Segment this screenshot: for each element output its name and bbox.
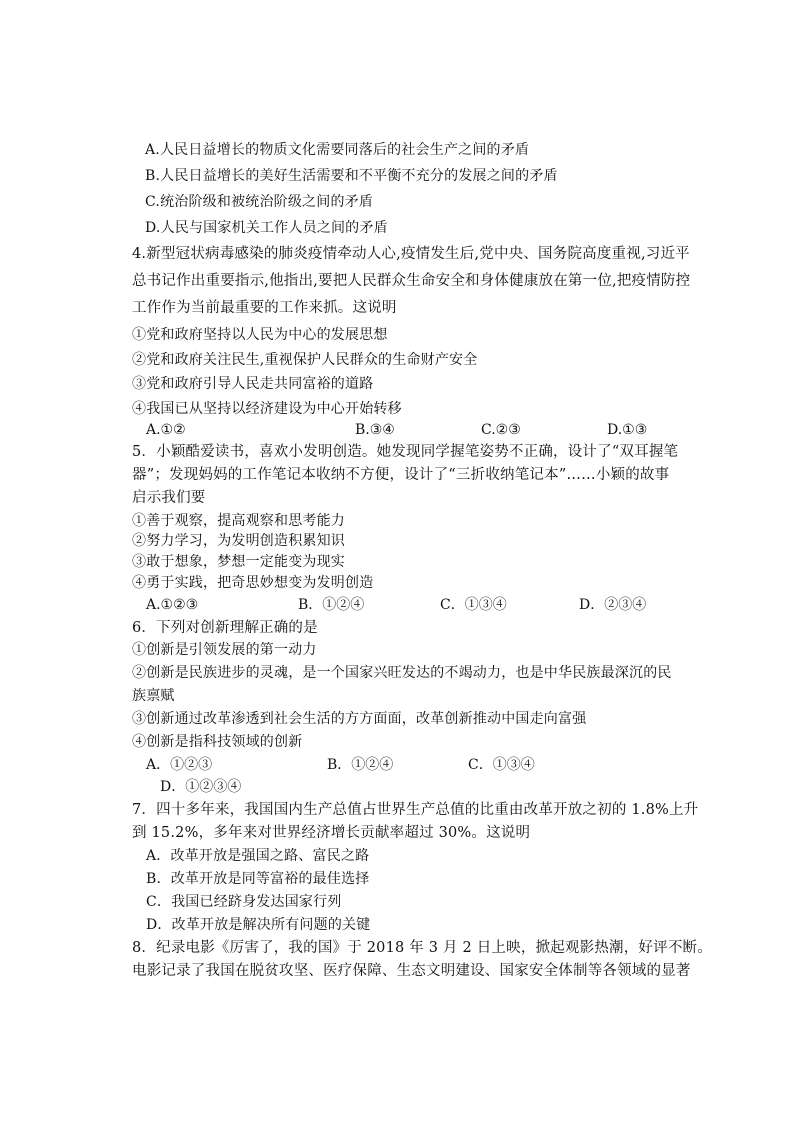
q5-stem-line-2: 器”；发现妈妈的工作笔记本收纳不方便，设计了“三折收纳笔记本”……小颖的故事 <box>132 467 670 483</box>
q4-stem-line-2: 总书记作出重要指示,他指出,要把人民群众生命安全和身体健康放在第一位,把疫情防控 <box>132 273 691 289</box>
q8-stem-line-1: 8．纪录电影《厉害了，我的国》于 2018 年 3 月 2 日上映，掀起观影热潮，好评不断。 <box>132 940 712 956</box>
q4-choice-b: B.③④ <box>355 422 395 438</box>
q6-choice-c: C．①③④ <box>468 757 535 773</box>
q4-item-3: ③党和政府引导人民走共同富裕的道路 <box>132 376 374 392</box>
q8-stem-line-2: 电影记录了我国在脱贫攻坚、医疗保障、生态文明建设、国家安全体制等各领域的显著 <box>132 963 691 979</box>
q7-choice-c: C．我国已经跻身发达国家行列 <box>146 894 342 910</box>
q4-item-1: ①党和政府坚持以人民为中心的发展思想 <box>132 327 388 343</box>
q5-stem-line-1: 5．小颖酷爱读书，喜欢小发明创造。她发现同学握笔姿势不正确，设计了“双耳握笔 <box>132 444 679 460</box>
q7-choice-b: B．改革开放是同等富裕的最佳选择 <box>146 871 370 887</box>
q6-choice-b: B．①②④ <box>327 757 394 773</box>
q3-option-b: B.人民日益增长的美好生活需要和不平衡不充分的发展之间的矛盾 <box>145 168 558 184</box>
q4-item-4: ④我国已从坚持以经济建设为中心开始转移 <box>132 401 402 417</box>
q5-item-2: ②努力学习，为发明创造积累知识 <box>132 533 345 549</box>
q5-choice-c: C．①③④ <box>440 597 507 613</box>
q5-item-3: ③敢于想象，梦想一定能变为现实 <box>132 554 345 570</box>
q7-choice-a: A．改革开放是强国之路、富民之路 <box>146 848 370 864</box>
q6-item-2-cont: 族禀赋 <box>132 688 175 704</box>
q6-choice-d: D．①②③④ <box>160 779 242 795</box>
q4-choice-a: A.①② <box>146 422 186 438</box>
q7-choice-d: D．改革开放是解决所有问题的关键 <box>146 917 371 933</box>
q5-choice-b: B．①②④ <box>298 597 365 613</box>
q4-item-2: ②党和政府关注民生,重视保护人民群众的生命财产安全 <box>132 352 478 368</box>
q3-option-c: C.统治阶级和被统治阶级之间的矛盾 <box>145 194 374 210</box>
q4-stem-line-1: 4.新型冠状病毒感染的肺炎疫情牵动人心,疫情发生后,党中央、国务院高度重视,习近平 <box>132 246 690 262</box>
q5-item-1: ①善于观察，提高观察和思考能力 <box>132 513 345 529</box>
q4-choice-c: C.②③ <box>481 422 521 438</box>
q6-item-1: ①创新是引领发展的第一动力 <box>132 642 317 658</box>
q7-stem-line-2: 到 15.2%，多年来对世界经济增长贡献率超过 30%。这说明 <box>132 825 531 841</box>
q7-stem-line-1: 7．四十多年来，我国国内生产总值占世界生产总值的比重由改革开放之初的 1.8%上升 <box>132 802 699 818</box>
q6-choice-a: A．①②③ <box>146 757 213 773</box>
q5-item-4: ④勇于实践，把奇思妙想变为发明创造 <box>132 575 374 591</box>
q5-stem-line-3: 启示我们要 <box>132 490 206 506</box>
q6-item-3: ③创新通过改革渗透到社会生活的方方面面，改革创新推动中国走向富强 <box>132 711 587 727</box>
q6-item-2: ②创新是民族进步的灵魂，是一个国家兴旺发达的不竭动力，也是中华民族最深沉的民 <box>132 665 672 681</box>
q6-stem: 6．下列对创新理解正确的是 <box>132 620 318 636</box>
q5-choice-d: D．②③④ <box>579 597 647 613</box>
q4-choice-d: D.①③ <box>607 422 648 438</box>
q5-choice-a: A.①②③ <box>146 597 199 613</box>
q6-item-4: ④创新是指科技领域的创新 <box>132 734 303 750</box>
q3-option-a: A.人民日益增长的物质文化需要同落后的社会生产之间的矛盾 <box>145 142 530 158</box>
q4-stem-line-3: 工作作为当前最重要的工作来抓。这说明 <box>132 300 397 316</box>
q3-option-d: D.人民与国家机关工作人员之间的矛盾 <box>145 220 388 236</box>
